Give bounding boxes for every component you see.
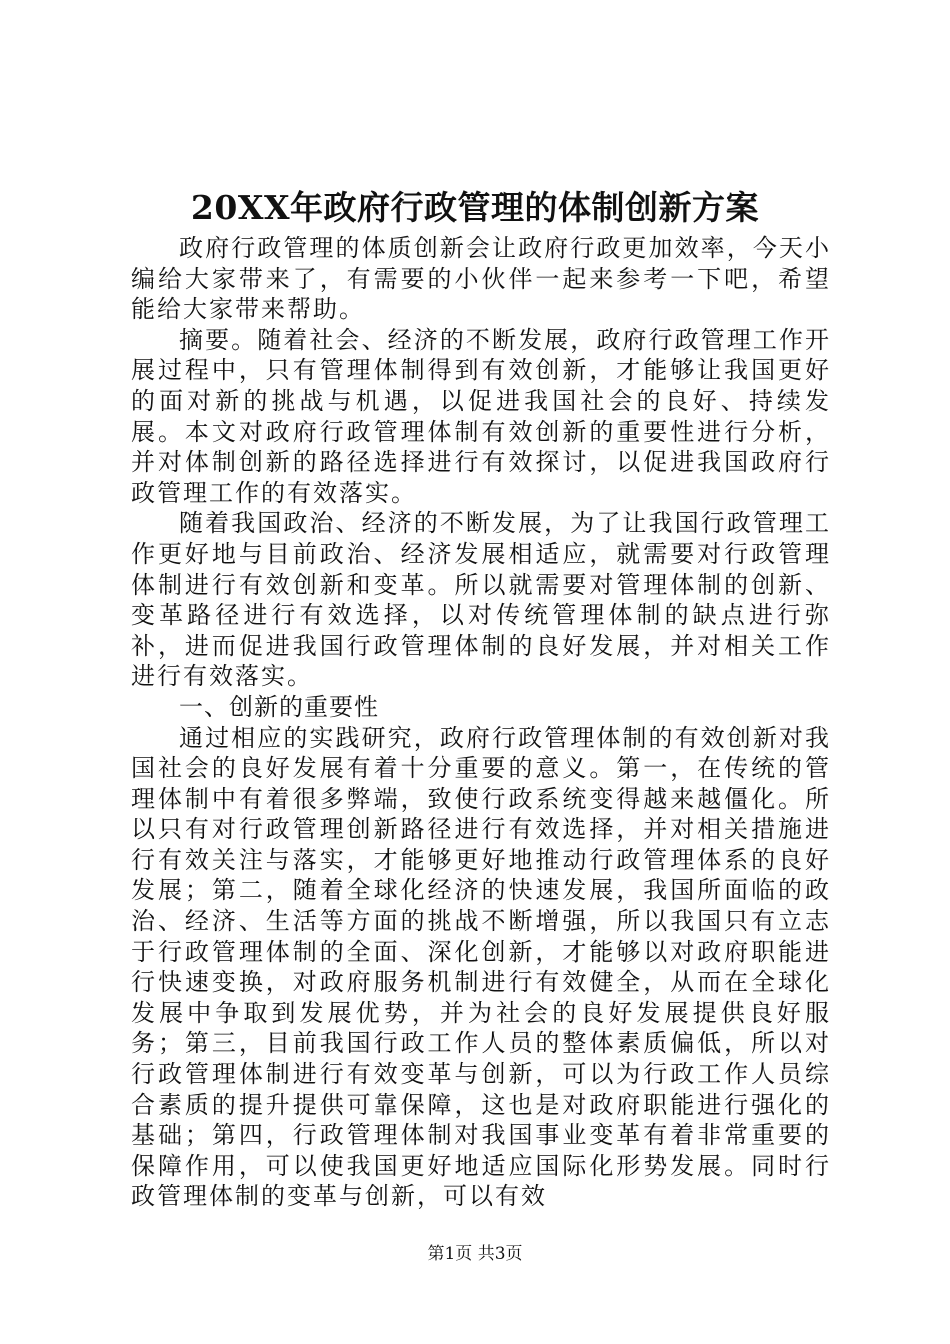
importance-paragraph: 通过相应的实践研究，政府行政管理体制的有效创新对我国社会的良好发展有着十分重要的意义。第一，在传统的管理体制中有着很多弊端，致使行政系统变得越来越僵化。所以只有对行政管理创新路径进行有效选择，并对相关措施进行有效关注与落实，才能够更好地推动行政管理体系的良好发展；第二，随着全球化经济的快速发展，我国所面临的政治、经济、生活等方面的挑战不断增强，所以我国只有立志于行政管理体制的全面、深化创新，才能够以对政府职能进行快速变换，对政府服务机制进行有效健全，从而在全球化发展中争取到发展优势，并为社会的良好发展提供良好服务；第三，目前我国行政工作人员的整体素质偏低，所以对行政管理体制进行有效变革与创新，可以为行政工作人员综合素质的提升提供可靠保障，这也是对政府职能进行强化的基础；第四，行政管理体制对我国事业变革有着非常重要的保障作用，可以使我国更好地适应国际化形势发展。同时行政管理体制的变革与创新，可以有效 bbox=[131, 723, 831, 1211]
abstract-paragraph: 摘要。随着社会、经济的不断发展，政府行政管理工作开展过程中，只有管理体制得到有效创新，才能够让我国更好的面对新的挑战与机遇，以促进我国社会的良好、持续发展。本文对政府行政管理体制有效创新的重要性进行分析，并对体制创新的路径选择进行有效探讨，以促进我国政府行政管理工作的有效落实。 bbox=[131, 325, 831, 507]
page-footer: 第1页 共3页 bbox=[427, 1244, 523, 1264]
background-paragraph: 随着我国政治、经济的不断发展，为了让我国行政管理工作更好地与目前政治、经济发展相适应，就需要对行政管理体制进行有效创新和变革。所以就需要对管理体制的创新、变革路径进行有效选择，以对传统管理体制的缺点进行弥补，进而促进我国行政管理体制的良好发展，并对相关工作进行有效落实。 bbox=[131, 509, 831, 691]
intro-paragraph: 政府行政管理的体质创新会让政府行政更加效率，今天小编给大家带来了，有需要的小伙伴一起来参考一下吧，希望能给大家带来帮助。 bbox=[131, 234, 831, 324]
document-body bbox=[131, 233, 831, 1212]
document-title: 20XX年政府行政管理的体制创新方案 bbox=[190, 188, 760, 227]
section-heading: 一、创新的重要性 bbox=[179, 692, 379, 721]
